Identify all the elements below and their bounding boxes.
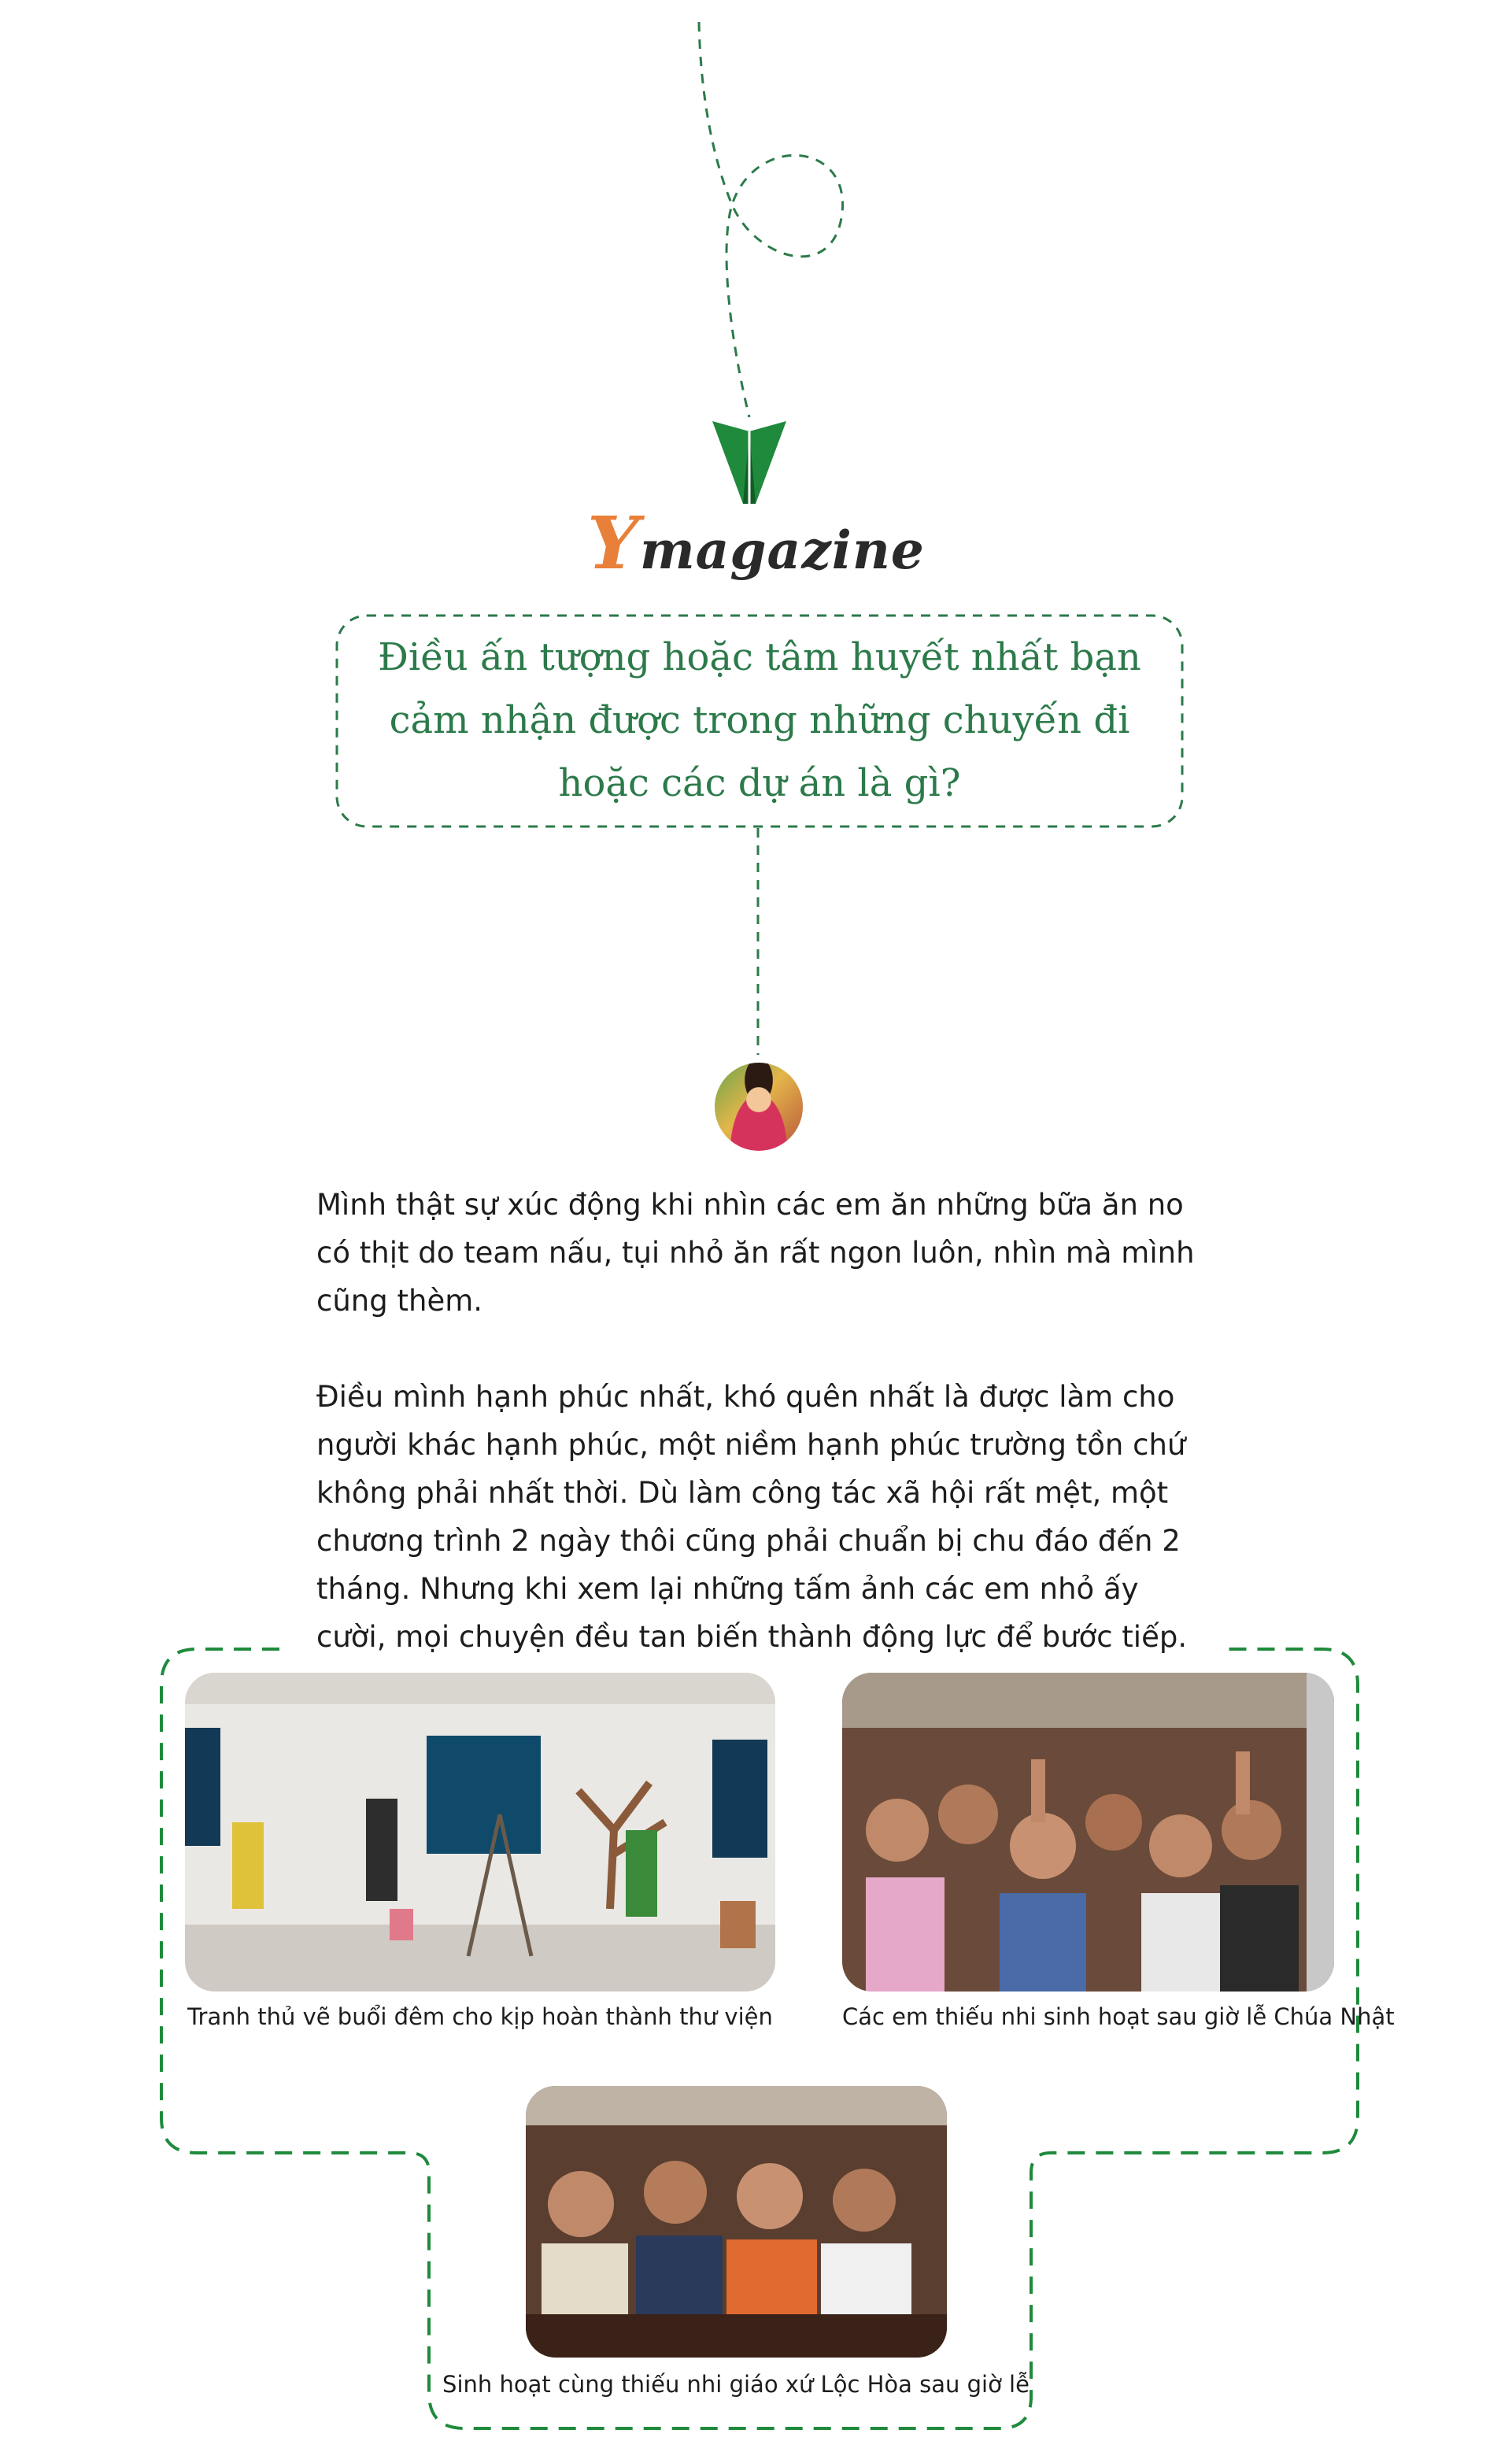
flight-path [699, 22, 843, 417]
photo-mural-painting [185, 1673, 775, 1992]
paragraph-1: Mình thật sự xúc động khi nhìn các em ăn những bữa ăn no có thịt do team nấu, tụi nhỏ ăn rất ngon luôn, nhìn mà mình cũng thèm. [316, 1188, 1195, 1318]
photo-2-caption: Các em thiếu nhi sinh hoạt sau giờ lễ Chúa Nhật [842, 2003, 1395, 2030]
logo-initial: Y [587, 501, 640, 586]
photo-1-caption: Tranh thủ vẽ buổi đêm cho kịp hoàn thành thư viện [187, 2003, 773, 2030]
photo-children-activity [842, 1673, 1334, 1992]
paper-plane-icon [712, 421, 786, 504]
photo-children-seated [526, 2086, 947, 2358]
paragraph-2: Điều mình hạnh phúc nhất, khó quên nhất là được làm cho người khác hạnh phúc, một niềm hạnh phúc trường tồn chứ không phải nhất thời. Dù làm công tác xã hội rất mệt, một chương trình 2 ngày thôi cũng phải chuẩn bị chu đáo đến 2 tháng. Nhưng khi xem lại những tấm ảnh các em nhỏ ấy cười, mọi chuyện đều tan biến thành động lực để bước tiếp. [316, 1380, 1188, 1654]
ymagazine-logo [0, 501, 1512, 586]
avatar [715, 1063, 803, 1151]
question-text: Điều ấn tượng hoặc tâm huyết nhất bạn cảm nhận được trong những chuyến đi hoặc các dự án là gì? [378, 635, 1141, 805]
logo-text: magazine [639, 520, 925, 581]
answer-body [316, 1181, 1214, 1709]
photo-3-caption: Sinh hoạt cùng thiếu nhi giáo xứ Lộc Hòa sau giờ lễ [442, 2371, 1030, 2398]
